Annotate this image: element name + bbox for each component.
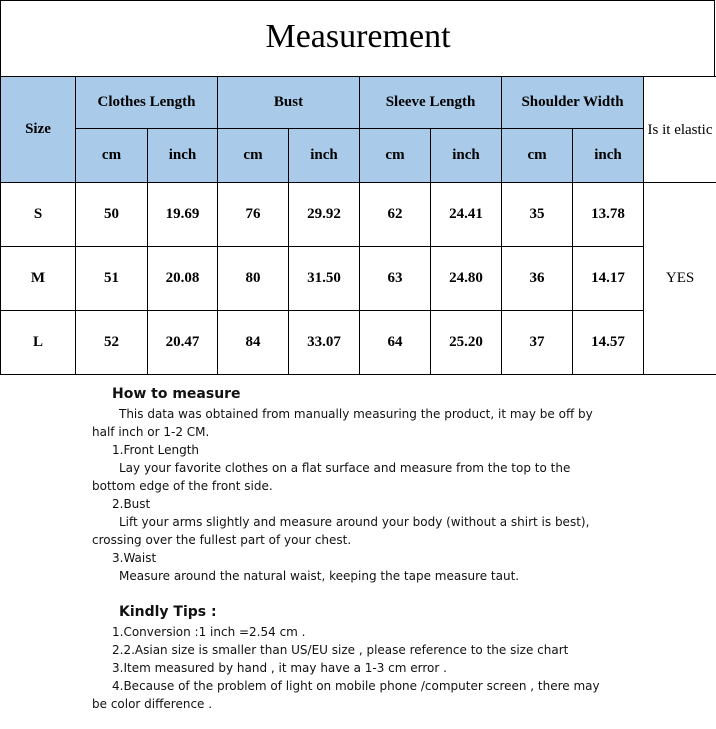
table-cell: 50 [76,183,148,247]
bust-header: Bust [218,77,360,129]
note-line: This data was obtained from manually measuring the product, it may be off by [119,407,593,421]
table-cell: 19.69 [148,183,218,247]
sleeve-length-header: Sleeve Length [360,77,502,129]
table-cell: 36 [502,247,573,311]
tip-line: 4.Because of the problem of light on mobile phone /computer screen , there may [112,679,600,693]
tip-line: be color difference . [92,697,213,711]
note-line: Measure around the natural waist, keeping the tape measure taut. [119,569,520,583]
table-cell: 84 [218,311,289,375]
table-cell: 20.47 [148,311,218,375]
table-cell: 33.07 [289,311,360,375]
table-cell: 63 [360,247,431,311]
elastic-header: Is it elastic [644,77,716,183]
note-line: crossing over the fullest part of your chest. [92,533,352,547]
note-line: bottom edge of the front side. [92,479,273,493]
table-cell: 14.57 [573,311,644,375]
table-cell: 52 [76,311,148,375]
unit-header: inch [289,129,360,183]
table-row [1,311,716,375]
table-cell: 24.80 [431,247,502,311]
table-cell: 25.20 [431,311,502,375]
table-cell: 64 [360,311,431,375]
table-cell: 35 [502,183,573,247]
note-line: Lay your favorite clothes on a flat surface and measure from the top to the [119,461,571,475]
size-cell: L [1,311,76,375]
size-cell: S [1,183,76,247]
unit-header: inch [148,129,218,183]
unit-header: inch [573,129,644,183]
size-cell: M [1,247,76,311]
unit-header: cm [502,129,573,183]
tip-line: 1.Conversion :1 inch =2.54 cm . [112,625,306,639]
measure-notes [92,385,712,713]
clothes-length-header: Clothes Length [76,77,218,129]
tip-line: 2.2.Asian size is smaller than US/EU size , please reference to the size chart [112,643,569,657]
note-line: 2.Bust [112,497,151,511]
note-line: 1.Front Length [112,443,200,457]
table-row [1,183,716,247]
table-cell: 29.92 [289,183,360,247]
page-title: Measurement [265,18,451,55]
note-line: half inch or 1-2 CM. [92,425,210,439]
unit-header: cm [360,129,431,183]
elastic-value: YES [644,183,716,375]
note-line: Lift your arms slightly and measure around your body (without a shirt is best), [119,515,590,529]
how-to-measure-heading: How to measure [112,386,241,402]
shoulder-width-header: Shoulder Width [502,77,644,129]
kindly-tips-heading: Kindly Tips : [119,604,217,620]
unit-header: cm [76,129,148,183]
unit-header: inch [431,129,502,183]
table-cell: 20.08 [148,247,218,311]
table-cell: 14.17 [573,247,644,311]
table-cell: 76 [218,183,289,247]
size-chart-table [0,76,716,375]
table-cell: 37 [502,311,573,375]
table-row [1,247,716,311]
size-header: Size [1,77,76,183]
table-cell: 62 [360,183,431,247]
table-cell: 24.41 [431,183,502,247]
table-cell: 31.50 [289,247,360,311]
note-line: 3.Waist [112,551,157,565]
table-cell: 13.78 [573,183,644,247]
table-cell: 80 [218,247,289,311]
tip-line: 3.Item measured by hand , it may have a 1-3 cm error . [112,661,447,675]
unit-header: cm [218,129,289,183]
table-cell: 51 [76,247,148,311]
